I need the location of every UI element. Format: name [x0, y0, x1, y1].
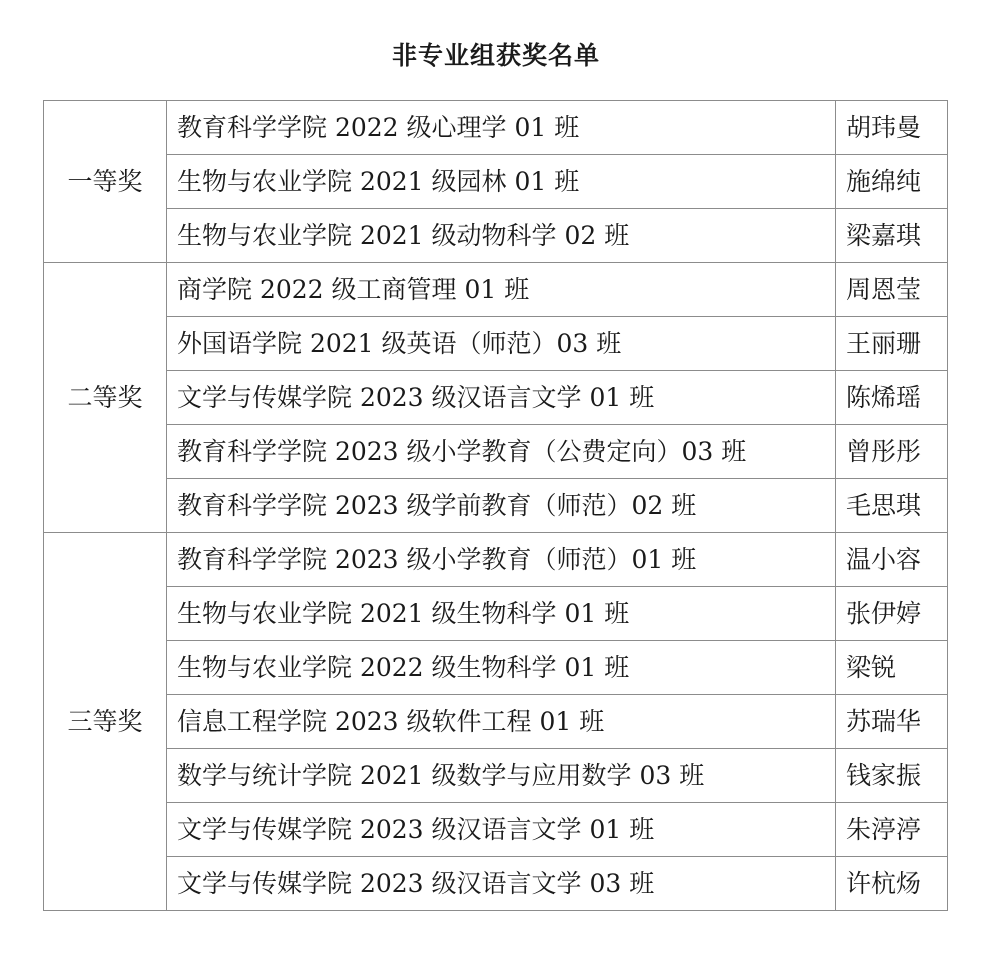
winner-name: 温小容: [836, 533, 948, 587]
class-cell: 数学与统计学院 2021 级数学与应用数学 03 班: [167, 749, 836, 803]
table-row: [44, 587, 948, 641]
table-row: [44, 155, 948, 209]
table-row: [44, 749, 948, 803]
class-cell: 生物与农业学院 2021 级生物科学 01 班: [167, 587, 836, 641]
table-row: [44, 479, 948, 533]
winner-name: 朱渟渟: [836, 803, 948, 857]
class-cell: 文学与传媒学院 2023 级汉语言文学 01 班: [167, 371, 836, 425]
award-level-first: 一等奖: [44, 101, 167, 263]
table-row: [44, 695, 948, 749]
awards-table: [43, 100, 948, 911]
class-cell: 教育科学学院 2023 级小学教育（师范）01 班: [167, 533, 836, 587]
winner-name: 陈烯瑶: [836, 371, 948, 425]
winner-name: 曾彤彤: [836, 425, 948, 479]
winner-name: 胡玮曼: [836, 101, 948, 155]
class-cell: 生物与农业学院 2021 级动物科学 02 班: [167, 209, 836, 263]
table-row: [44, 371, 948, 425]
class-cell: 教育科学学院 2023 级学前教育（师范）02 班: [167, 479, 836, 533]
class-cell: 生物与农业学院 2022 级生物科学 01 班: [167, 641, 836, 695]
table-row: [44, 857, 948, 911]
winner-name: 钱家振: [836, 749, 948, 803]
table-row: [44, 317, 948, 371]
award-level-second: 二等奖: [44, 263, 167, 533]
class-cell: 教育科学学院 2022 级心理学 01 班: [167, 101, 836, 155]
winner-name: 梁嘉琪: [836, 209, 948, 263]
winner-name: 周恩莹: [836, 263, 948, 317]
class-cell: 商学院 2022 级工商管理 01 班: [167, 263, 836, 317]
winner-name: 许杭炀: [836, 857, 948, 911]
winner-name: 施绵纯: [836, 155, 948, 209]
table-row: [44, 803, 948, 857]
page-title: 非专业组获奖名单: [391, 41, 600, 70]
class-cell: 外国语学院 2021 级英语（师范）03 班: [167, 317, 836, 371]
class-cell: 文学与传媒学院 2023 级汉语言文学 01 班: [167, 803, 836, 857]
table-row: [44, 641, 948, 695]
winner-name: 毛思琪: [836, 479, 948, 533]
winner-name: 王丽珊: [836, 317, 948, 371]
winner-name: 苏瑞华: [836, 695, 948, 749]
winner-name: 张伊婷: [836, 587, 948, 641]
class-cell: 生物与农业学院 2021 级园林 01 班: [167, 155, 836, 209]
award-level-third: 三等奖: [44, 533, 167, 911]
class-cell: 教育科学学院 2023 级小学教育（公费定向）03 班: [167, 425, 836, 479]
class-cell: 信息工程学院 2023 级软件工程 01 班: [167, 695, 836, 749]
table-row: [44, 533, 948, 587]
table-row: [44, 263, 948, 317]
table-row: [44, 425, 948, 479]
table-row: [44, 101, 948, 155]
class-cell: 文学与传媒学院 2023 级汉语言文学 03 班: [167, 857, 836, 911]
winner-name: 梁锐: [836, 641, 948, 695]
table-row: [44, 209, 948, 263]
